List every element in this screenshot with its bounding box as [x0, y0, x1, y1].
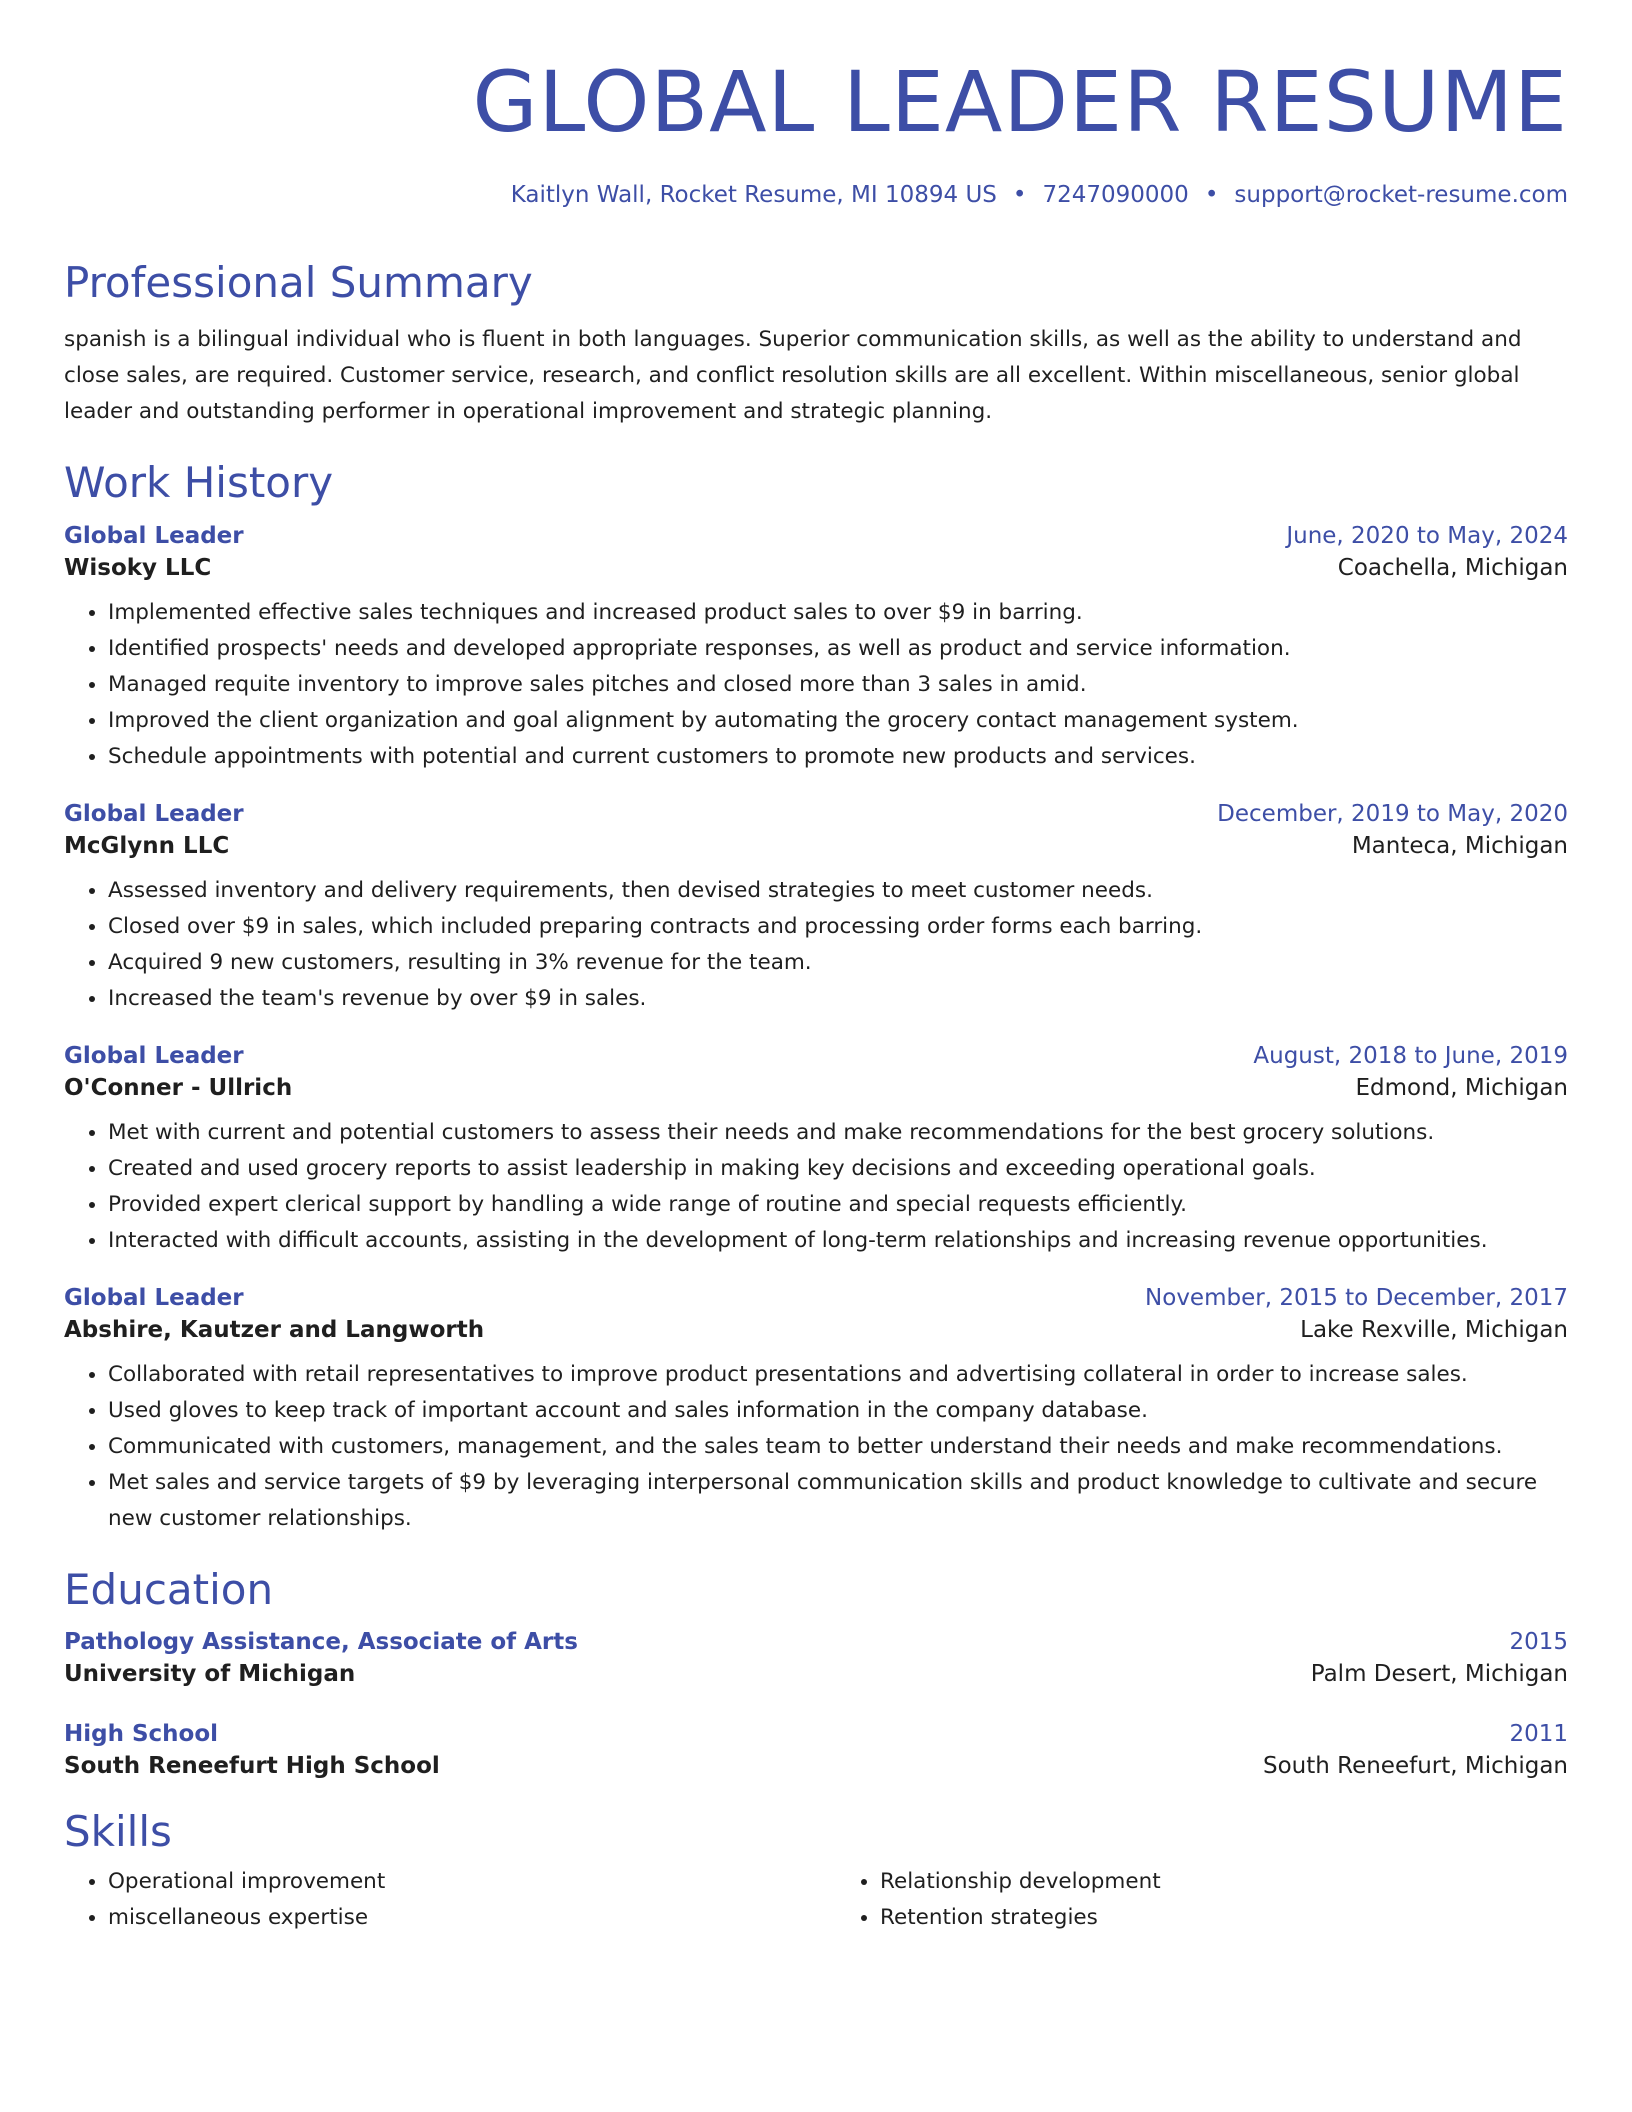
- job-entry: [64, 1285, 1568, 1537]
- job-company-row: [64, 555, 1568, 581]
- list-item: • Closed over $9 in sales, which included preparing contracts and processing order forms each barring.: [108, 909, 1568, 945]
- job-company-row: [64, 1317, 1568, 1343]
- list-item: • Collaborated with retail representatives to improve product presentations and advertising collateral in order to increase sales.: [108, 1357, 1568, 1393]
- job-bullets: [64, 873, 1568, 1017]
- resume-page: [64, 0, 1568, 1936]
- job-company: Abshire, Kautzer and Langworth: [64, 1316, 485, 1343]
- job-dates: June, 2020 to May, 2024: [1286, 522, 1568, 549]
- summary-section: [64, 258, 1568, 430]
- job-company-row: [64, 1075, 1568, 1101]
- education-degree: High School: [64, 1721, 219, 1748]
- list-item: • Interacted with difficult accounts, assisting in the development of long-term relationships and increasing revenue opportunities.: [108, 1223, 1568, 1259]
- job-bullets: [64, 595, 1568, 775]
- job-location: Coachella, Michigan: [1337, 554, 1568, 581]
- education-year: 2011: [1509, 1721, 1568, 1748]
- education-school: South Reneefurt High School: [64, 1753, 440, 1780]
- education-heading: Education: [64, 1564, 274, 1614]
- contact-phone: 7247090000: [1042, 182, 1189, 208]
- summary-heading: Professional Summary: [64, 258, 533, 307]
- skills-columns: [64, 1864, 1568, 1936]
- resume-title: GLOBAL LEADER RESUME: [472, 53, 1568, 151]
- job-company: Wisoky LLC: [64, 554, 212, 581]
- skills-list-left: [64, 1864, 796, 1936]
- job-header-row: [64, 1043, 1568, 1069]
- list-item: • Retention strategies: [880, 1900, 1568, 1936]
- job-title: Global Leader: [64, 800, 244, 827]
- education-entry: [64, 1629, 1568, 1687]
- education-location: Palm Desert, Michigan: [1310, 1661, 1568, 1688]
- job-bullets: [64, 1357, 1568, 1537]
- job-company: McGlynn LLC: [64, 832, 230, 859]
- job-entry: [64, 801, 1568, 1017]
- list-item: • Created and used grocery reports to assist leadership in making key decisions and exceeding operational goals.: [108, 1151, 1568, 1187]
- job-bullets: [64, 1115, 1568, 1259]
- skills-list-right: [796, 1864, 1568, 1936]
- list-item: • Met with current and potential customers to assess their needs and make recommendations for the best grocery solutions.: [108, 1115, 1568, 1151]
- job-entry: [64, 523, 1568, 775]
- education-degree: Pathology Assistance, Associate of Arts: [64, 1629, 578, 1656]
- list-item: • Used gloves to keep track of important account and sales information in the company database.: [108, 1393, 1568, 1429]
- job-dates: December, 2019 to May, 2020: [1217, 800, 1568, 827]
- list-item: • Relationship development: [880, 1864, 1568, 1900]
- job-dates: August, 2018 to June, 2019: [1253, 1042, 1568, 1069]
- job-header-row: [64, 1285, 1568, 1311]
- job-title: Global Leader: [64, 1042, 244, 1069]
- list-item: • miscellaneous expertise: [108, 1900, 796, 1936]
- list-item: • Provided expert clerical support by handling a wide range of routine and special requests efficiently.: [108, 1187, 1568, 1223]
- summary-text: spanish is a bilingual individual who is fluent in both languages. Superior communication skills, as well as the ability to understand and close sales, are required. Customer service, research, and conflict resolution skills are all excellent. Within miscellaneous, senior global leader and outstanding performer in operational improvement and strategic planning.: [64, 327, 1522, 425]
- job-company-row: [64, 833, 1568, 859]
- education-school-row: [64, 1753, 1568, 1779]
- list-item: • Improved the client organization and goal alignment by automating the grocery contact management system.: [108, 703, 1568, 739]
- job-location: Edmond, Michigan: [1355, 1074, 1568, 1101]
- work-history-heading: Work History: [64, 458, 334, 508]
- list-item: • Identified prospects' needs and developed appropriate responses, as well as product and service information.: [108, 631, 1568, 667]
- job-header-row: [64, 523, 1568, 549]
- education-year: 2015: [1509, 1629, 1568, 1656]
- list-item: • Schedule appointments with potential and current customers to promote new products and services.: [108, 739, 1568, 775]
- job-location: Manteca, Michigan: [1351, 832, 1568, 859]
- education-header-row: [64, 1629, 1568, 1655]
- contact-line: [64, 182, 1568, 214]
- job-title: Global Leader: [64, 522, 244, 549]
- list-item: • Assessed inventory and delivery requirements, then devised strategies to meet customer needs.: [108, 873, 1568, 909]
- list-item: • Operational improvement: [108, 1864, 796, 1900]
- job-company: O'Conner - Ullrich: [64, 1074, 293, 1101]
- list-item: • Implemented effective sales techniques and increased product sales to over $9 in barring.: [108, 595, 1568, 631]
- list-item: • Managed requite inventory to improve sales pitches and closed more than 3 sales in amid.: [108, 667, 1568, 703]
- job-header-row: [64, 801, 1568, 827]
- job-location: Lake Rexville, Michigan: [1300, 1316, 1568, 1343]
- education-location: South Reneefurt, Michigan: [1262, 1753, 1568, 1780]
- contact-address: Kaitlyn Wall, Rocket Resume, MI 10894 US: [510, 182, 997, 208]
- work-history-section: [64, 458, 1568, 1536]
- job-dates: November, 2015 to December, 2017: [1145, 1284, 1568, 1311]
- contact-separator: •: [1012, 182, 1027, 208]
- skills-heading: Skills: [64, 1807, 172, 1857]
- list-item: • Increased the team's revenue by over $9 in sales.: [108, 981, 1568, 1017]
- contact-email[interactable]: support@rocket-resume.com: [1234, 182, 1568, 208]
- skills-section: [64, 1807, 1568, 1935]
- education-section: [64, 1565, 1568, 1779]
- job-title: Global Leader: [64, 1284, 244, 1311]
- list-item: • Acquired 9 new customers, resulting in 3% revenue for the team.: [108, 945, 1568, 981]
- education-entry: [64, 1721, 1568, 1779]
- contact-separator: •: [1204, 182, 1219, 208]
- list-item: • Communicated with customers, management, and the sales team to better understand their needs and make recommendations.: [108, 1429, 1568, 1465]
- job-entry: [64, 1043, 1568, 1259]
- education-header-row: [64, 1721, 1568, 1747]
- list-item: • Met sales and service targets of $9 by leveraging interpersonal communication skills and product knowledge to cultivate and secure new customer relationships.: [108, 1465, 1568, 1537]
- education-school: University of Michigan: [64, 1661, 356, 1688]
- education-school-row: [64, 1661, 1568, 1687]
